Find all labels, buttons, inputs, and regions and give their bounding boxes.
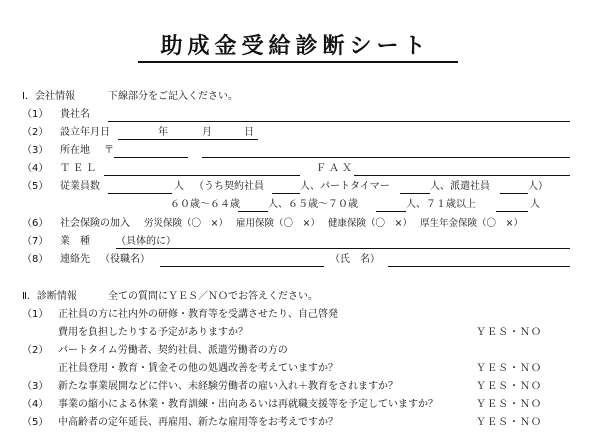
contract-label: （うち契約社員: [194, 181, 264, 192]
q2-text-line1: パートタイム労働者、契約社員、派遣労働者の方の: [58, 345, 288, 356]
year-label: 年: [158, 127, 168, 138]
company-name-field[interactable]: [108, 121, 570, 122]
q5-answer[interactable]: ＹＥＳ・ＮＯ: [476, 417, 542, 428]
dispatch-count-field[interactable]: [500, 193, 528, 194]
q5-num: （5）: [22, 417, 49, 428]
item2-label: 設立年月日: [60, 127, 110, 138]
item3-num: （3）: [22, 145, 49, 156]
item1-label: 貴社名: [60, 109, 90, 120]
position-label: （役職名）: [100, 254, 150, 265]
contract-count-field[interactable]: [272, 193, 300, 194]
age65-label: 人、６５歳～７０歳: [268, 199, 358, 210]
q2-text-line2: 正社員登用・教育・賃金その他の処遇改善を考えていますか？: [58, 363, 338, 374]
tel-field[interactable]: [104, 175, 300, 176]
age65-count-field[interactable]: [376, 211, 406, 212]
title-underline: [138, 61, 458, 63]
position-field[interactable]: [160, 266, 324, 267]
q2-answer[interactable]: ＹＥＳ・ＮＯ: [476, 363, 542, 374]
item1-num: （1）: [22, 109, 49, 120]
contact-name-label: （氏 名）: [330, 254, 380, 265]
item5-label: 従業員数: [60, 181, 100, 192]
item7-num: （7）: [22, 236, 49, 247]
industry-detail-label: （具体的に）: [116, 236, 176, 247]
item6-num: （6）: [22, 218, 49, 229]
dispatch-label: 人、派遣社員: [430, 181, 490, 192]
employees-total-field[interactable]: [108, 193, 172, 194]
q1-text-line2: 費用を負担したりする予定がありますか？: [58, 327, 248, 338]
item8-num: （8）: [22, 254, 49, 265]
fax-label: ＦＡＸ: [316, 163, 355, 174]
item8-label: 連絡先: [60, 254, 90, 265]
contact-name-field[interactable]: [388, 266, 570, 267]
established-date-field[interactable]: [118, 139, 258, 140]
q1-num: （1）: [22, 309, 49, 320]
age71-unit: 人: [530, 199, 540, 210]
item4-num: （4）: [22, 163, 49, 174]
q2-num: （2）: [22, 345, 49, 356]
q1-text-line1: 正社員の方に社内外の研修・教育等を受講させたり、自己啓発: [58, 309, 338, 320]
q1-answer[interactable]: ＹＥＳ・ＮＯ: [476, 327, 542, 338]
section1-header: Ⅰ．会社情報: [22, 91, 75, 102]
workers-comp-insurance[interactable]: 労災保険（〇 ×）: [144, 218, 228, 229]
postal-mark: 〒: [104, 145, 114, 156]
day-label: 日: [244, 127, 254, 138]
age60-count-field[interactable]: [238, 211, 268, 212]
employees-unit: 人: [174, 181, 184, 192]
month-label: 月: [202, 127, 212, 138]
q4-text: 事業の縮小による休業・教育訓練・出向あるいは再就職支援等を予定していますか？: [58, 399, 438, 410]
pension-insurance[interactable]: 厚生年金保険（〇 ×）: [420, 218, 523, 229]
item6-label: 社会保険の加入: [60, 218, 130, 229]
dispatch-close: 人）: [528, 181, 548, 192]
fax-field[interactable]: [354, 175, 570, 176]
item5-num: （5）: [22, 181, 49, 192]
part-label: 人、パートタイマー: [300, 181, 390, 192]
page-title: 助成金受給診断シート: [160, 34, 431, 59]
part-count-field[interactable]: [400, 193, 430, 194]
q4-num: （4）: [22, 399, 49, 410]
tel-label: ＴＥＬ: [60, 163, 99, 174]
section2-header: Ⅱ．診断情報: [22, 291, 77, 302]
item7-label: 業 種: [60, 236, 90, 247]
q5-text: 中高齢者の定年延長、再雇用、新たな雇用等をお考えですか？: [58, 417, 338, 428]
q3-answer[interactable]: ＹＥＳ・ＮＯ: [476, 381, 542, 392]
q3-text: 新たな事業展開などに伴い、未経験労働者の雇い入れ＋教育をされますか？: [58, 381, 398, 392]
item2-num: （2）: [22, 127, 49, 138]
age71-count-field[interactable]: [496, 211, 528, 212]
age60-label: ６０歳～６４歳: [170, 199, 240, 210]
postal-code-field[interactable]: [114, 157, 188, 158]
item3-label: 所在地: [60, 145, 90, 156]
section2-instruction: 全ての質問にＹＥＳ／ＮＯでお答えください。: [108, 291, 318, 302]
age71-label: 人、７１歳以上: [406, 199, 476, 210]
address-field[interactable]: [202, 157, 570, 158]
section1-instruction: 下線部分をご記入ください。: [108, 91, 238, 102]
q4-answer[interactable]: ＹＥＳ・ＮＯ: [476, 399, 542, 410]
employment-insurance[interactable]: 雇用保険（〇 ×）: [236, 218, 320, 229]
q3-num: （3）: [22, 381, 49, 392]
industry-field[interactable]: [116, 248, 570, 249]
health-insurance[interactable]: 健康保険（〇 ×）: [328, 218, 412, 229]
